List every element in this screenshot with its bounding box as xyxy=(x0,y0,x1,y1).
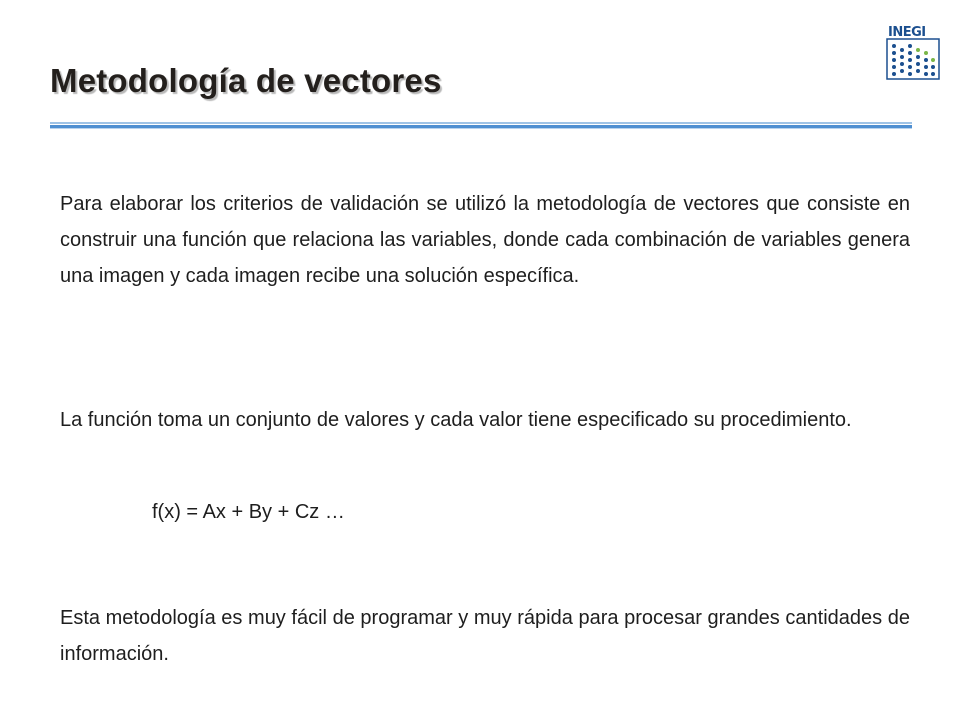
paragraph-methodology: Para elaborar los criterios de validación se utilizó la metodología de vectores que consiste en construir una función que relaciona las variables, donde cada combinación de variables genera una imagen y cada imagen recibe una solución específica. xyxy=(60,193,910,287)
slide-title: Metodología de vectores xyxy=(50,62,442,99)
logo-dots-icon xyxy=(886,38,940,80)
title-divider xyxy=(50,122,912,130)
formula: f(x) = Ax + By + Cz … xyxy=(152,501,345,523)
paragraph-function: La función toma un conjunto de valores y cada valor tiene especificado su procedimiento. xyxy=(60,409,852,431)
paragraph-advantages: Esta metodología es muy fácil de programar y muy rápida para procesar grandes cantidades de información. xyxy=(60,607,910,665)
logo-text: INEGI xyxy=(888,25,926,40)
inegi-logo xyxy=(886,26,940,80)
